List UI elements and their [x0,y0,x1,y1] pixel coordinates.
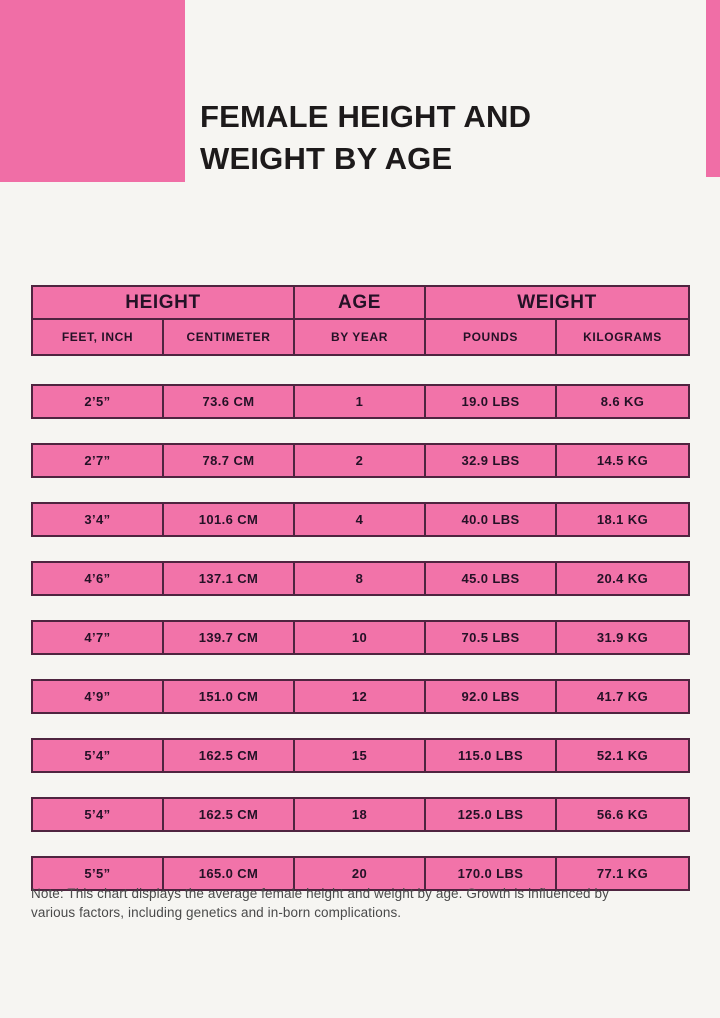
table-cell: 92.0 LBS [426,681,557,712]
table-cell: 77.1 KG [596,866,649,881]
title-line-1: FEMALE HEIGHT AND [200,99,532,134]
table-row [31,561,690,596]
table-header [31,285,690,356]
note-text: Note: This chart displays the average female height and weight by age. Growth is influenced by various factors, including genetics and in-born complications. [31,886,609,920]
column-header-feet-inch: FEET, INCH [33,320,164,354]
table-cell: 14.5 KG [596,453,649,468]
table-cell: 8 [295,563,426,594]
table-cell: 5’5” [33,858,164,889]
table-body [31,384,690,891]
column-header-centimeter: CENTIMETER [164,320,295,354]
table-cell: 70.5 LBS [426,622,557,653]
table-cell: 4’6” [33,563,164,594]
table-cell: 101.6 CM [164,504,295,535]
pink-corner-block [0,0,185,182]
table-cell: 20 [295,858,426,889]
table-cell: 12 [295,681,426,712]
table-cell: 18 [295,799,426,830]
page-title [200,96,531,180]
group-header-height: HEIGHT [33,287,295,318]
table-cell: 151.0 CM [164,681,295,712]
table-row [31,443,690,478]
table-cell: 78.7 CM [164,445,295,476]
table-cell: 3’4” [33,504,164,535]
table-cell: 32.9 LBS [426,445,557,476]
group-header-weight: WEIGHT [517,291,597,313]
table-cell: 73.6 CM [164,386,295,417]
column-header-row [33,320,688,354]
group-header-row [33,287,688,320]
table-cell: 41.7 KG [596,689,649,704]
title-line-2: WEIGHT BY AGE [200,141,453,176]
column-header-kilograms: KILOGRAMS [583,330,662,344]
table-row [31,797,690,832]
table-cell: 10 [295,622,426,653]
table-cell: 5’4” [33,799,164,830]
table-row [31,738,690,773]
table-cell: 5’4” [33,740,164,771]
table-cell: 18.1 KG [596,512,649,527]
table-cell: 1 [295,386,426,417]
table-cell: 20.4 KG [596,571,649,586]
table-cell: 19.0 LBS [426,386,557,417]
table-row [31,620,690,655]
table-cell: 125.0 LBS [426,799,557,830]
table-cell: 137.1 CM [164,563,295,594]
table-cell: 115.0 LBS [426,740,557,771]
table-row [31,679,690,714]
table-cell: 31.9 KG [596,630,649,645]
group-header-age: AGE [295,287,426,318]
table-cell: 165.0 CM [164,858,295,889]
table-cell: 4’9” [33,681,164,712]
table-cell: 40.0 LBS [426,504,557,535]
table-cell: 4 [295,504,426,535]
table-cell: 52.1 KG [596,748,649,763]
column-header-by-year: BY YEAR [295,320,426,354]
pink-edge-strip [706,0,720,177]
column-header-pounds: POUNDS [426,320,557,354]
table-cell: 170.0 LBS [426,858,557,889]
table-cell: 56.6 KG [596,807,649,822]
table-cell: 2’7” [33,445,164,476]
table-cell: 162.5 CM [164,799,295,830]
table-cell: 2 [295,445,426,476]
table-cell: 2’5” [33,386,164,417]
table-cell: 139.7 CM [164,622,295,653]
height-weight-table [31,285,690,891]
table-cell: 8.6 KG [600,394,645,409]
table-row [31,384,690,419]
table-cell: 162.5 CM [164,740,295,771]
table-row [31,502,690,537]
table-cell: 4’7” [33,622,164,653]
table-cell: 15 [295,740,426,771]
table-cell: 45.0 LBS [426,563,557,594]
